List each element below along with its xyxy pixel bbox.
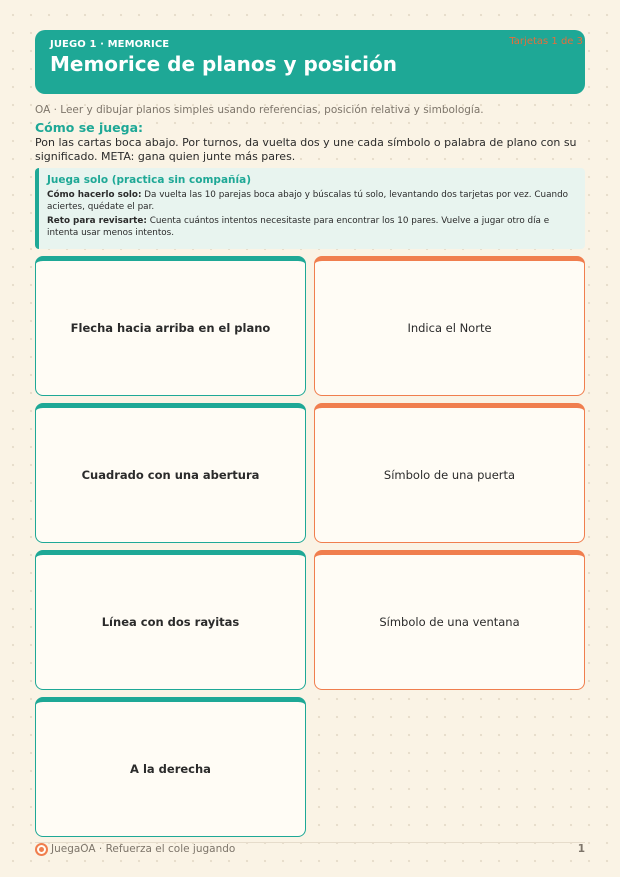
solo-play-box xyxy=(35,168,585,249)
solo-how-paragraph xyxy=(47,189,577,213)
learning-objective: OA · Leer y dibujar planos simples usando referencias, posición relativa y simbología. xyxy=(35,104,484,116)
memory-card-symbol[interactable]: Flecha hacia arriba en el plano xyxy=(35,256,306,396)
page-number: 1 xyxy=(577,843,585,855)
solo-challenge-label: Reto para revisarte: xyxy=(47,216,147,226)
page-header xyxy=(35,30,585,94)
memory-card-meaning[interactable]: Indica el Norte xyxy=(314,256,585,396)
solo-how-label: Cómo hacerlo solo: xyxy=(47,190,142,200)
cards-page-tag: Tarjetas 1 de 3 xyxy=(509,36,583,47)
page-title: Memorice de planos y posición xyxy=(50,52,398,76)
solo-challenge-paragraph xyxy=(47,215,577,239)
memory-card-meaning[interactable]: Símbolo de una puerta xyxy=(314,403,585,543)
brand-logo-icon xyxy=(35,843,48,856)
how-to-play-text: Pon las cartas boca abajo. Por turnos, da vuelta dos y une cada símbolo o palabra de plano con su significado. META: gana quien junte más pares. xyxy=(35,136,577,163)
footer-brand-text: JuegaOA · Refuerza el cole jugando xyxy=(51,843,236,855)
memory-card-symbol[interactable]: Línea con dos rayitas xyxy=(35,550,306,690)
memory-card-symbol[interactable]: A la derecha xyxy=(35,697,306,837)
memory-card-symbol[interactable]: Cuadrado con una abertura xyxy=(35,403,306,543)
solo-play-title: Juega solo (practica sin compañía) xyxy=(47,174,251,186)
solo-challenge-text: Cuenta cuántos intentos necesitaste para encontrar los 10 pares. Vuelve a jugar otro día e intenta usar menos intentos. xyxy=(47,216,550,238)
how-to-play-title: Cómo se juega: xyxy=(35,120,144,135)
memory-card-meaning[interactable]: Símbolo de una ventana xyxy=(314,550,585,690)
solo-how-text: Da vuelta las 10 parejas boca abajo y búscalas tú solo, levantando dos tarjetas por vez. Cuando aciertes, quédate el par. xyxy=(47,190,569,212)
game-kicker: JUEGO 1 · MEMORICE xyxy=(50,39,170,50)
